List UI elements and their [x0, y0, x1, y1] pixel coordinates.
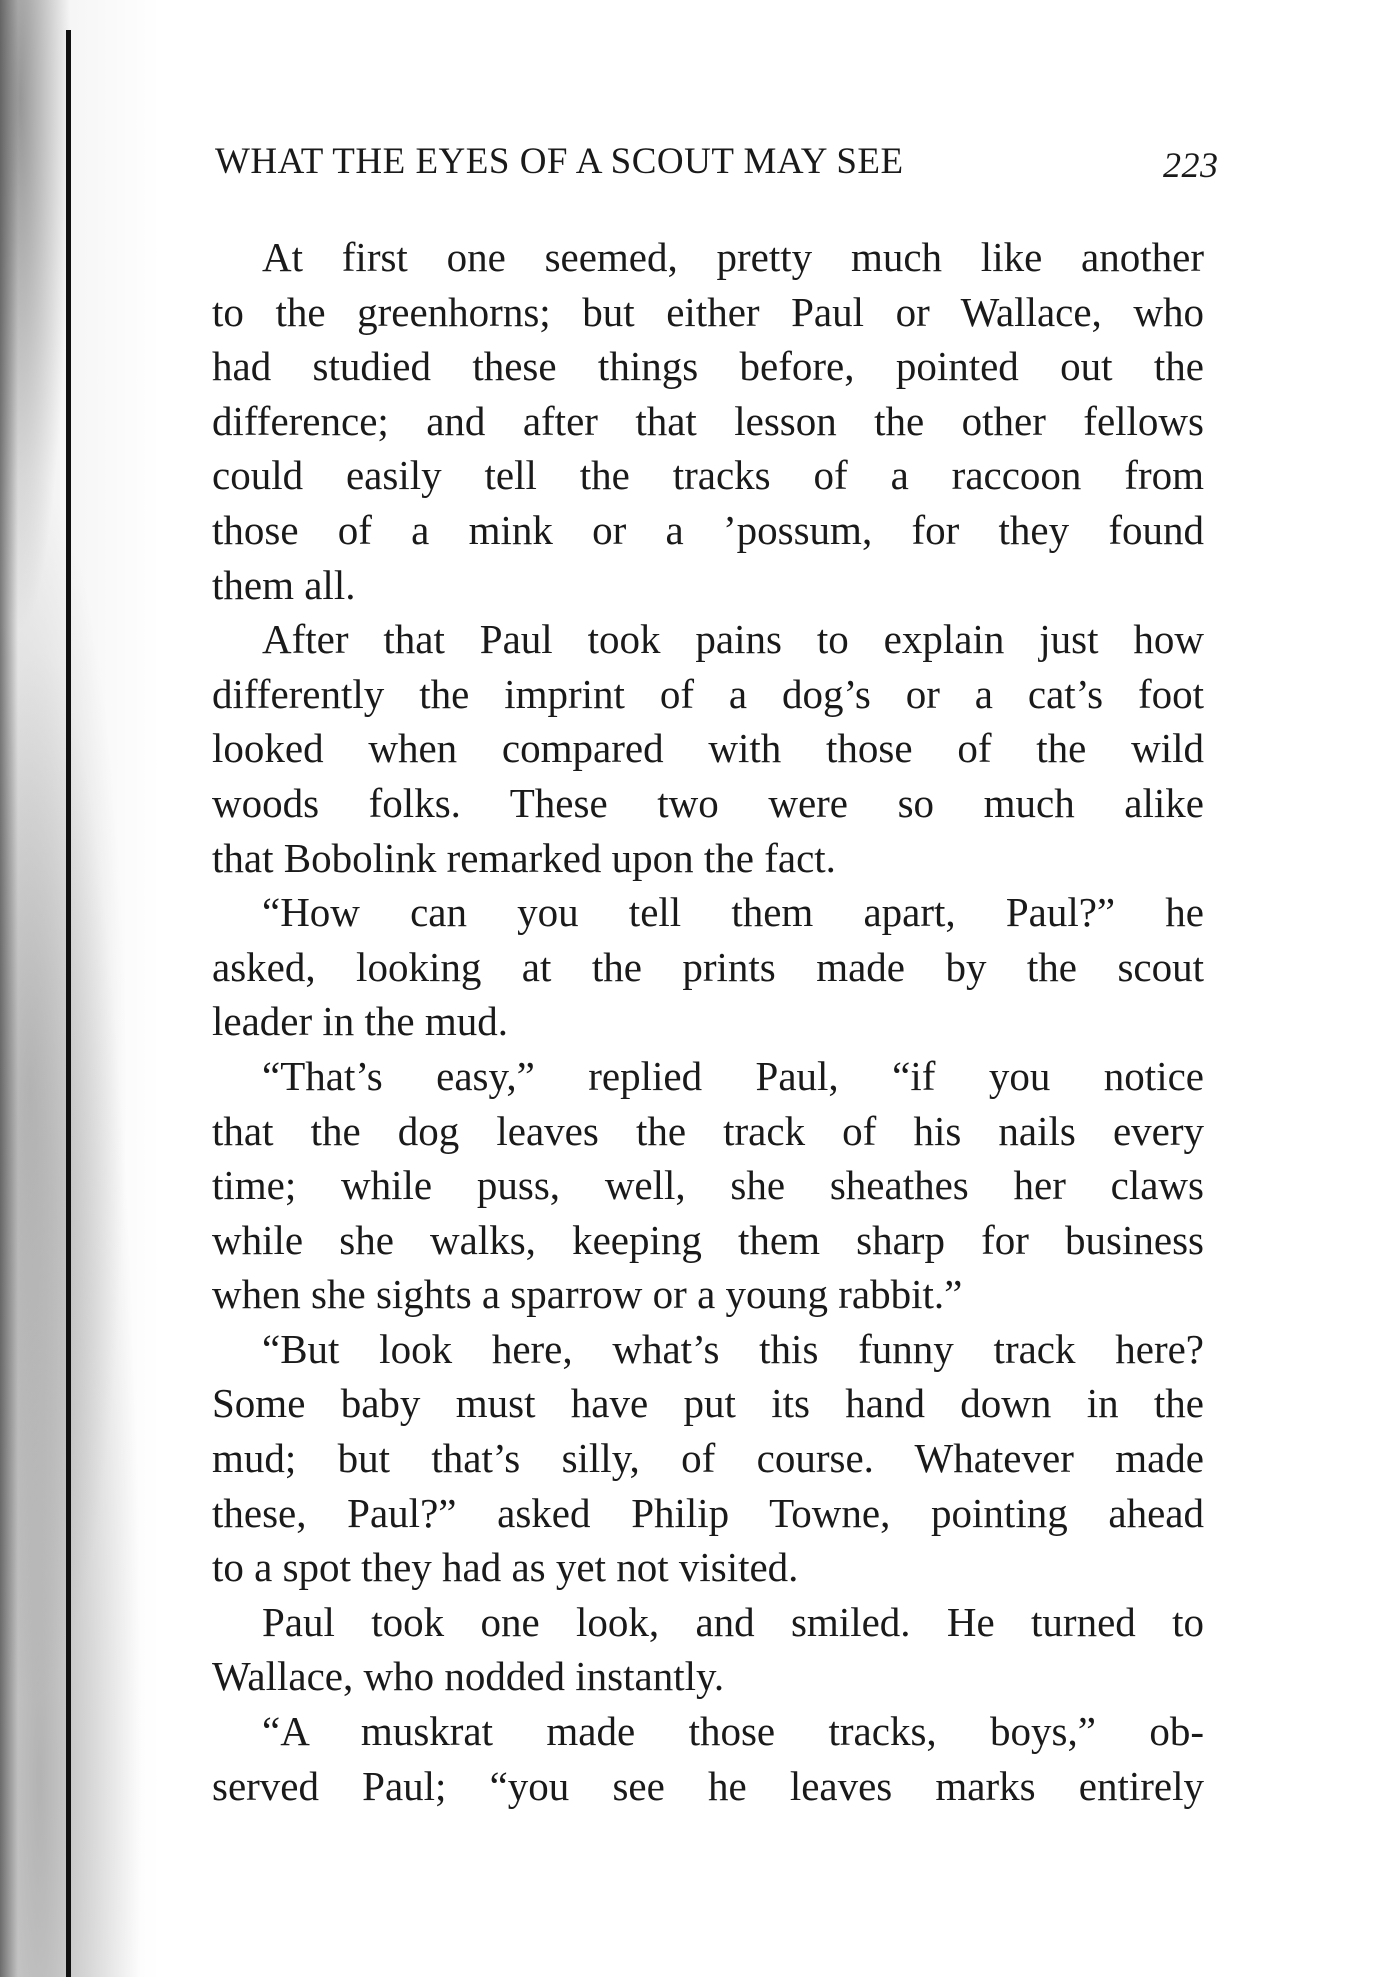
- text-line: “A muskrat made those tracks, boys,” ob-: [262, 1708, 1204, 1755]
- running-head-title: WHAT THE EYES OF A SCOUT MAY SEE: [215, 141, 904, 182]
- text-line: Paul took one look, and smiled. He turned to: [262, 1598, 1204, 1645]
- body-text: [212, 230, 1204, 1813]
- page-number: 223: [1163, 145, 1219, 185]
- scan-gutter-shadow: [0, 0, 200, 1977]
- text-line: differently the imprint of a dog’s or a cat’s foot: [212, 670, 1204, 717]
- text-line: these, Paul?” asked Philip Towne, pointing ahead: [212, 1489, 1204, 1536]
- text-line: difference; and after that lesson the other fellows: [212, 397, 1204, 444]
- scan-edge-shadow: [0, 0, 18, 1977]
- text-line: to a spot they had as yet not visited.: [212, 1544, 799, 1591]
- page-binding-edge: [66, 30, 71, 1977]
- text-line: leader in the mud.: [212, 998, 509, 1045]
- text-line: could easily tell the tracks of a raccoon from: [212, 452, 1204, 499]
- text-line: when she sights a sparrow or a young rabbit.”: [212, 1271, 963, 1318]
- text-line: “How can you tell them apart, Paul?” he: [262, 889, 1204, 936]
- text-line: mud; but that’s silly, of course. Whatever made: [212, 1435, 1204, 1482]
- text-line: “But look here, what’s this funny track here?: [262, 1325, 1204, 1372]
- text-line: to the greenhorns; but either Paul or Wallace, who: [212, 288, 1204, 335]
- text-line: After that Paul took pains to explain just how: [262, 616, 1204, 663]
- text-line: “That’s easy,” replied Paul, “if you notice: [262, 1052, 1204, 1099]
- text-line: asked, looking at the prints made by the scout: [212, 943, 1204, 990]
- text-line: Some baby must have put its hand down in the: [212, 1380, 1204, 1427]
- text-line: woods folks. These two were so much alike: [212, 779, 1204, 826]
- text-line: them all.: [212, 561, 356, 608]
- text-line: At first one seemed, pretty much like another: [262, 234, 1204, 280]
- text-line: that the dog leaves the track of his nails every: [212, 1107, 1204, 1154]
- text-line: had studied these things before, pointed out the: [212, 343, 1204, 390]
- text-line: time; while puss, well, she sheathes her claws: [212, 1162, 1204, 1209]
- text-line: looked when compared with those of the wild: [212, 725, 1204, 772]
- text-line: that Bobolink remarked upon the fact.: [212, 834, 836, 881]
- text-line: served Paul; “you see he leaves marks entirely: [212, 1762, 1204, 1809]
- text-line: while she walks, keeping them sharp for business: [212, 1216, 1204, 1263]
- text-line: those of a mink or a ’possum, for they found: [212, 506, 1204, 553]
- running-head: [215, 140, 1219, 190]
- text-line: Wallace, who nodded instantly.: [212, 1653, 725, 1700]
